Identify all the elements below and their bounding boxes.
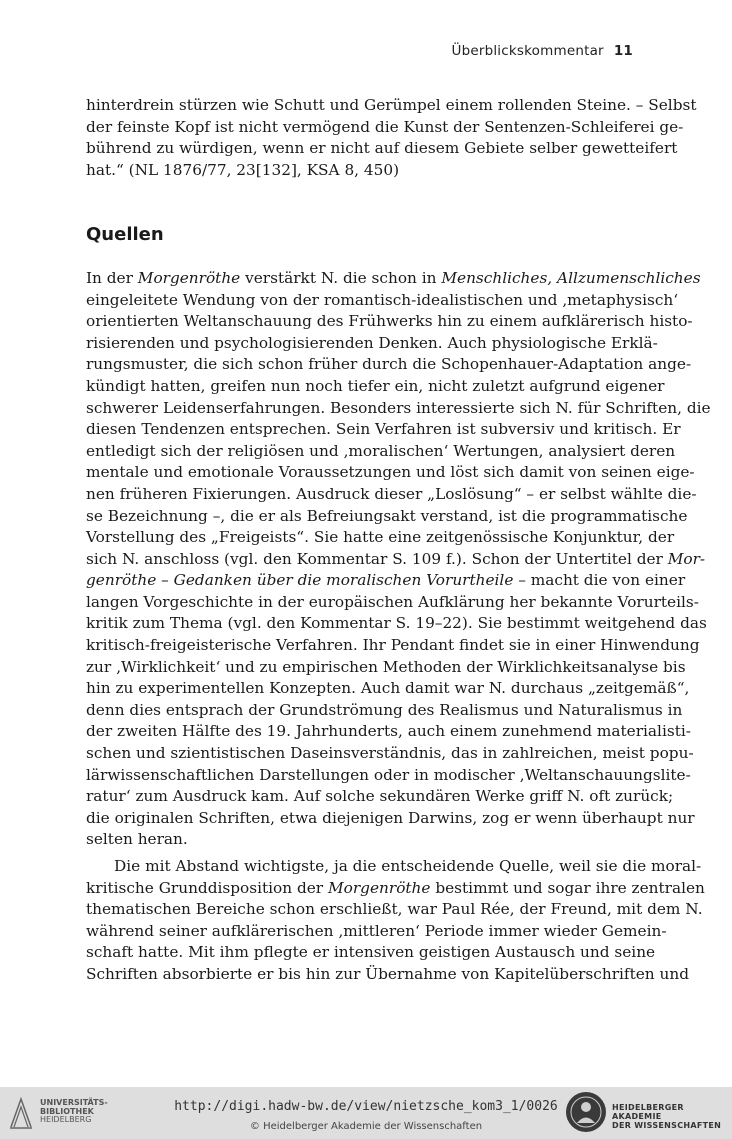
page-number: 11 [613, 43, 633, 59]
text-line: kritische Grunddisposition der Morgenröthe bestimmt und sogar ihre zentralen [86, 878, 705, 897]
academy-seal-icon [566, 1092, 606, 1132]
text-line: eingeleitete Wendung von der romantisch-idealistischen und ‚metaphysisch‘ [86, 290, 679, 309]
text-line: kündigt hatten, greifen nun noch tiefer ein, nicht zuletzt aufgrund eigener [86, 376, 665, 395]
quote-paragraph [86, 95, 697, 181]
text-line: der feinste Kopf ist nicht vermögend die Kunst der Sentenzen-Schleiferei ge- [86, 117, 684, 136]
text-line: thematischen Bereiche schon erschließt, war Paul Rée, der Freund, mit dem N. [86, 900, 703, 919]
running-head-title: Überblickskommentar [451, 43, 604, 59]
text-line: diesen Tendenzen entsprechen. Sein Verfahren ist subversiv und kritisch. Er [86, 420, 681, 439]
footer-bar [0, 1087, 732, 1139]
text-line: entledigt sich der religiösen und ‚moralischen‘ Wertungen, analysiert deren [86, 441, 676, 460]
text-line: die originalen Schriften, etwa diejenigen Darwins, zog er wenn überhaupt nur [86, 808, 695, 827]
text-line: selten heran. [86, 830, 188, 849]
text-line: schwerer Leidenserfahrungen. Besonders interessierte sich N. für Schriften, die [86, 398, 711, 417]
text-line: kritisch-freigeisterische Verfahren. Ihr Pendant findet sie in einer Hinwendung [86, 636, 700, 655]
text-line: lärwissenschaftlichen Darstellungen oder in modischer ‚Weltanschauungslite- [86, 765, 691, 784]
text-line: sich N. anschloss (vgl. den Kommentar S. 109 f.). Schon der Untertitel der Mor- [86, 549, 706, 568]
running-head [451, 43, 633, 59]
text-line: Die mit Abstand wichtigste, ja die entscheidende Quelle, weil sie die moral- [114, 857, 702, 875]
text-line: risierenden und psychologisierenden Denken. Auch physiologische Erklä- [86, 333, 658, 352]
text-line: schen und szientistischen Daseinsverständnis, das in zahlreichen, meist popu- [86, 744, 694, 763]
text-line: schaft hatte. Mit ihm pflegte er intensiven geistigen Austausch und seine [86, 943, 656, 962]
academy-name-line: DER WISSENSCHAFTEN [612, 1121, 722, 1130]
body-paragraph-1 [86, 268, 711, 851]
academy-name-line: HEIDELBERGER AKADEMIE [612, 1103, 684, 1121]
text-line: der zweiten Hälfte des 19. Jahrhunderts, auch einem zunehmend materialisti- [86, 722, 691, 741]
text-line: rungsmuster, die sich schon früher durch die Schopenhauer-Adaptation ange- [86, 355, 692, 374]
text-line: nen früheren Fixierungen. Ausdruck dieser „Loslösung“ – er selbst wählte die- [86, 484, 697, 503]
text-line: langen Vorgeschichte in der europäischen Aufklärung her bekannte Vorurteils- [86, 592, 699, 611]
body-paragraph-2 [86, 856, 705, 986]
source-url-link[interactable]: http://digi.hadw-bw.de/view/nietzsche_kom3_1/0026 [174, 1099, 558, 1114]
ub-name-line: BIBLIOTHEK [40, 1106, 94, 1116]
text-line: orientierten Weltanschauung des Frühwerks hin zu einem aufklärerisch histo- [86, 312, 693, 331]
text-line: zur ‚Wirklichkeit‘ und zu empirischen Methoden der Wirklichkeitsanalyse bis [86, 657, 686, 676]
text-line: hinterdrein stürzen wie Schutt und Gerümpel einem rollenden Steine. – Selbst [86, 96, 697, 114]
page-content [86, 95, 711, 991]
ub-name-line: HEIDELBERG [40, 1115, 92, 1124]
text-line: In der Morgenröthe verstärkt N. die schon in Menschliches, Allzumenschliches [86, 268, 701, 287]
text-line: denn dies entsprach der Grundströmung des Realismus und Naturalismus in [86, 700, 683, 719]
text-line: Schriften absorbierte er bis hin zur Übernahme von Kapitelüberschriften und [86, 964, 689, 983]
text-line: ratur‘ zum Ausdruck kam. Auf solche sekundären Werke griff N. oft zurück; [86, 787, 674, 806]
section-heading: Quellen [86, 224, 164, 246]
copyright-notice: © Heidelberger Akademie der Wissenschaften [249, 1121, 483, 1132]
text-line: hat.“ (NL 1876/77, 23[132], KSA 8, 450) [86, 160, 400, 179]
academy-name [612, 1103, 732, 1130]
ub-name-line: UNIVERSITÄTS- [40, 1098, 108, 1107]
text-line: bührend zu würdigen, wenn er nicht auf diesem Gebiete selber gewetteifert [86, 139, 678, 158]
text-line: mentale und emotionale Voraussetzungen und löst sich damit von seinen eige- [86, 463, 695, 482]
text-line: hin zu experimentellen Konzepten. Auch damit war N. durchaus „zeitgemäß“, [86, 679, 690, 698]
text-line: Vorstellung des „Freigeists“. Sie hatte eine zeitgenössische Konjunktur, der [86, 528, 675, 547]
text-line: kritik zum Thema (vgl. den Kommentar S. 19–22). Sie bestimmt weitgehend das [86, 614, 707, 633]
text-line: se Bezeichnung –, die er als Befreiungsakt verstand, ist die programmatische [86, 506, 688, 525]
text-line: während seiner aufklärerischen ‚mittleren‘ Periode immer wieder Gemein- [86, 921, 667, 940]
text-line: genröthe – Gedanken über die moralischen Vorurtheile – macht die von einer [86, 571, 686, 590]
